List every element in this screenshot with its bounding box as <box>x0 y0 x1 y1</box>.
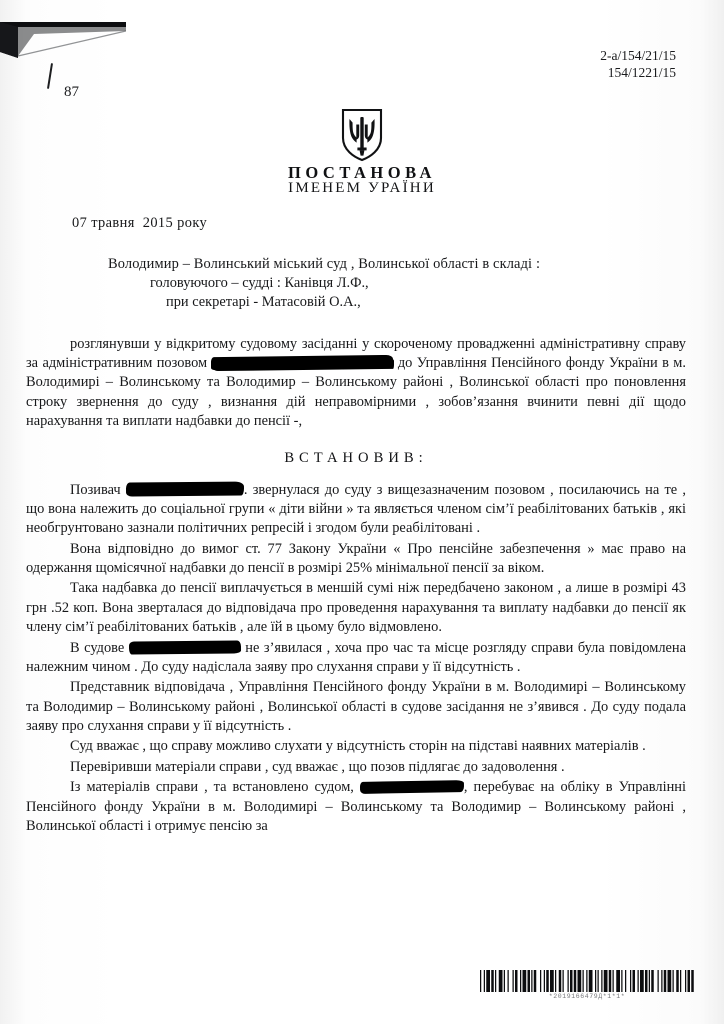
case-number-primary: 2-а/154/21/15 <box>600 48 676 63</box>
paragraph-text: Перевіривши матеріали справи , суд вважає , що позов підлягає до задоволення . <box>70 758 565 775</box>
paragraph-text-after: . звернулася до суду з вищезазначеним позовом , посилаючись на те , що вона належить до соціальної групи « діти війни » та являється членом сім’ї реабілітованих батьків , які необгрунтовано зазнали політичних репресій і згодом були реабілітовані . <box>26 481 686 537</box>
page-number: 87 <box>64 84 79 100</box>
redaction-bar-person-name <box>360 780 464 794</box>
paragraph-plaintiff-claim <box>26 481 686 539</box>
date-line: 07 травня 2015 року <box>72 215 208 231</box>
intro-text-part-1: розглянувши у відкритому судовому засіданні у скороченому провадженні адміністративну справу за адміністративним позовом <box>26 335 686 371</box>
paragraph-text-before: Позивач <box>70 481 126 498</box>
court-name-line: Володимир – Волинський міський суд , Волинської області в складі : <box>108 256 541 273</box>
document-barcode <box>480 970 694 1000</box>
barcode-image <box>480 970 694 992</box>
paragraph-law-article-77 <box>26 540 686 579</box>
page-title: ПОСТАНОВА <box>288 163 436 182</box>
judge-line: головуючого – судді : Канівця Л.Ф., <box>150 275 369 292</box>
paragraph-defendant-representative <box>26 678 686 736</box>
barcode-caption: *2019166479Д*1*1* <box>548 993 626 1000</box>
paragraph-supplement-amount <box>26 579 686 637</box>
page-fold-artifact <box>0 22 126 78</box>
intro-text-part-2: до Управління Пенсійного фонду України в м. Володимирі – Волинському та Володимир – Волинському районі , Волинської області про поновлення строку звернення до суду , визнання дій неправомірними , зобов’язання вчинити певні дії щодо нарахування та виплати надбавки до пенсії -, <box>26 355 686 430</box>
paragraph-text: Така надбавка до пенсії виплачується в меншій сумі ніж передбачено законом , а лише в розмірі 43 грн .52 коп. Вона зверталася до відповідача про проведення нарахування та виплату надбавки до пенсії як члену сім’ї реабілітованих батьків , але їй в цьому було відмовлено. <box>26 580 686 636</box>
paragraph-court-opinion-absence <box>26 737 686 756</box>
paragraph-text-after: не з’явилася , хоча про час та місце розгляду справи була повідомлена належним чином . До суду надіслала заяву про слухання справи у її відсутність . <box>26 639 686 675</box>
paragraph-text: Представник відповідача , Управління Пенсійного фонду України в м. Володимирі – Волинському та Володимир – Волинському районі , Волинської області в судове засідання не з’явився . До суду подала заяву про слухання справи у її відсутність . <box>26 679 686 734</box>
document-body <box>26 214 686 837</box>
pen-mark <box>47 63 53 89</box>
ukraine-trident-emblem <box>340 108 384 162</box>
paragraph-text: Суд вважає , що справу можливо слухати у відсутність сторін на підставі наявних матеріалів . <box>70 738 646 755</box>
intro-paragraph <box>26 335 686 432</box>
page-subtitle: ІМЕНЕМ УРАЇНИ <box>288 180 436 196</box>
paragraph-text-after: , перебуває на обліку в Управлінні Пенсійного фонду України в м. Володимирі – Волинському та Володимир – Волинському районі , Волинської області і отримує пенсію за <box>26 779 686 834</box>
paragraph-text-before: В судове <box>70 639 129 656</box>
paragraph-text: Вона відповідно до вимог ст. 77 Закону України « Про пенсійне забезпечення » має право на одержання щомісячної надбавки до пенсії в розмірі 25% мінімальної пенсії за віком. <box>26 540 686 576</box>
clerk-line: при секретарі - Матасовій О.А., <box>166 294 361 311</box>
paragraph-claim-granted <box>26 758 686 777</box>
redaction-bar-plaintiff-name-2 <box>126 481 244 496</box>
case-number-secondary: 154/1221/15 <box>607 65 676 81</box>
section-heading: ВСТАНОВИВ: <box>284 449 428 466</box>
paragraph-case-materials <box>26 778 686 836</box>
paragraph-text-before: Із матеріалів справи , та встановлено судом, <box>70 779 360 796</box>
paragraph-hearing-absence <box>26 639 686 678</box>
redaction-bar-hearing-name <box>129 640 241 654</box>
redaction-bar-plaintiff-name <box>211 355 393 370</box>
case-numbers <box>600 47 676 82</box>
